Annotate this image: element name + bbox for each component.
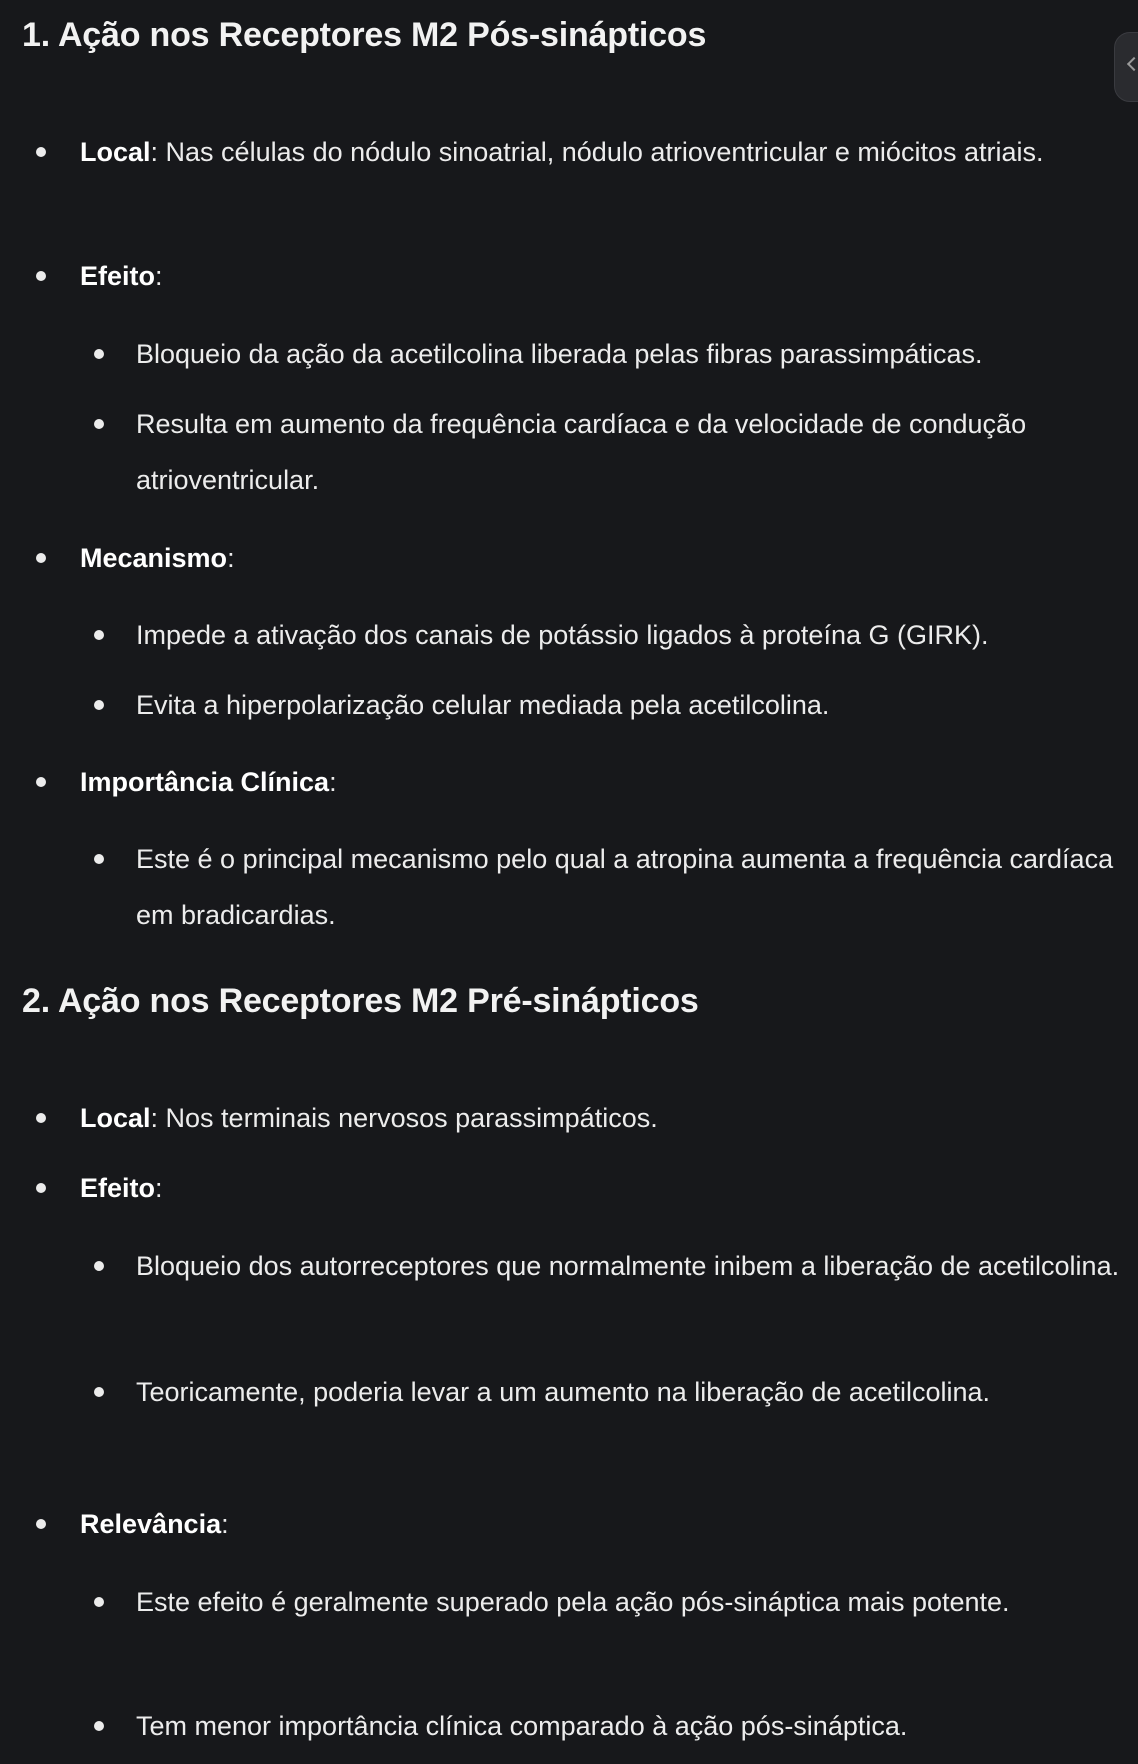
item-text: : Nos terminais nervosos parassimpáticos. <box>150 1103 658 1133</box>
section-2-item-efeito <box>80 1160 1120 1216</box>
section-2-subitem <box>136 1364 1126 1420</box>
item-text: : <box>221 1509 229 1539</box>
bullet-icon <box>94 1261 104 1271</box>
section-1-subitem <box>136 607 1126 663</box>
subitem-text: Este efeito é geralmente superado pela ação pós-sináptica mais potente. <box>136 1587 1010 1617</box>
bullet-icon <box>94 1597 104 1607</box>
bullet-icon <box>94 854 104 864</box>
subitem-text: Este é o principal mecanismo pelo qual a atropina aumenta a frequência cardíaca em bradicardias. <box>136 844 1114 930</box>
item-label: Local <box>80 137 151 167</box>
bullet-icon <box>36 1519 46 1529</box>
section-1-heading: 1. Ação nos Receptores M2 Pós-sinápticos <box>22 16 707 54</box>
item-label: Local <box>80 1103 151 1133</box>
item-label: Importância Clínica <box>80 767 330 797</box>
bullet-icon <box>94 349 104 359</box>
subitem-text: Impede a ativação dos canais de potássio ligados à proteína G (GIRK). <box>136 620 989 650</box>
section-2-heading: 2. Ação nos Receptores M2 Pré-sinápticos <box>22 982 699 1020</box>
section-2-subitem <box>136 1574 1126 1630</box>
item-text: : Nas células do nódulo sinoatrial, nódulo atrioventricular e miócitos atriais. <box>150 137 1044 167</box>
subitem-text: Resulta em aumento da frequência cardíaca e da velocidade de condução atrioventricular. <box>136 409 1027 495</box>
subitem-text: Evita a hiperpolarização celular mediada pela acetilcolina. <box>136 690 830 720</box>
bullet-icon <box>94 1387 104 1397</box>
section-1-item-mecanismo <box>80 530 1120 586</box>
item-text: : <box>227 543 235 573</box>
subitem-text: Bloqueio da ação da acetilcolina liberada pelas fibras parassimpáticas. <box>136 339 983 369</box>
section-1-item-importancia <box>80 754 1120 810</box>
section-1-item-local <box>80 124 1120 180</box>
section-2-subitem <box>136 1698 1126 1754</box>
bullet-icon <box>36 553 46 563</box>
side-panel-toggle[interactable] <box>1114 32 1138 102</box>
section-1-item-efeito <box>80 248 1120 304</box>
bullet-icon <box>94 630 104 640</box>
chevron-left-icon <box>1127 57 1138 71</box>
section-1-subitem <box>136 396 1126 508</box>
bullet-icon <box>94 700 104 710</box>
bullet-icon <box>36 147 46 157</box>
item-label: Efeito <box>80 1173 156 1203</box>
bullet-icon <box>36 777 46 787</box>
bullet-icon <box>94 1721 104 1731</box>
bullet-icon <box>36 271 46 281</box>
item-text: : <box>155 1173 163 1203</box>
section-2-item-local <box>80 1090 1120 1146</box>
section-1-subitem <box>136 326 1126 382</box>
item-label: Mecanismo <box>80 543 228 573</box>
bullet-icon <box>36 1183 46 1193</box>
section-2-item-relevancia <box>80 1496 1120 1552</box>
subitem-text: Bloqueio dos autorreceptores que normalmente inibem a liberação de acetilcolina. <box>136 1251 1120 1281</box>
item-label: Relevância <box>80 1509 222 1539</box>
section-1-subitem <box>136 677 1126 733</box>
subitem-text: Tem menor importância clínica comparado à ação pós-sináptica. <box>136 1711 908 1741</box>
bullet-icon <box>36 1113 46 1123</box>
section-2-subitem <box>136 1238 1126 1294</box>
bullet-icon <box>94 419 104 429</box>
subitem-text: Teoricamente, poderia levar a um aumento na liberação de acetilcolina. <box>136 1377 990 1407</box>
item-text: : <box>155 261 163 291</box>
item-text: : <box>329 767 337 797</box>
item-label: Efeito <box>80 261 156 291</box>
section-1-subitem <box>136 831 1126 943</box>
